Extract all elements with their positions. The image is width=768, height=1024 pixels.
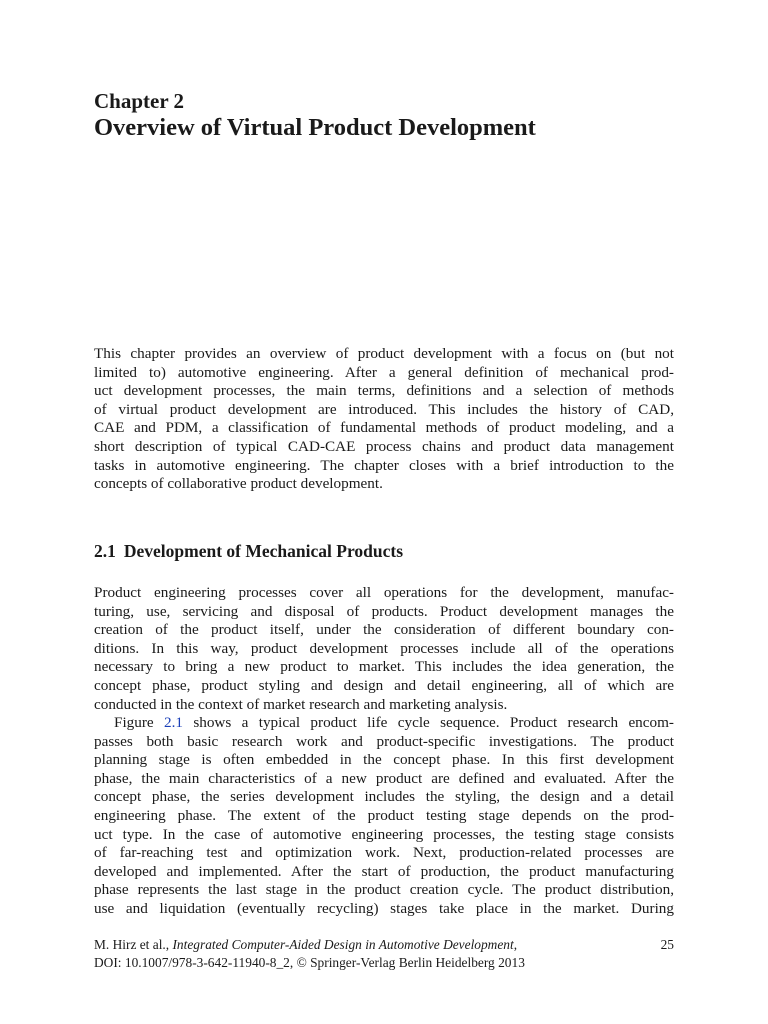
paragraph-line: phase, the main characteristics of a new product are defined and evaluated. After the (94, 769, 674, 787)
abstract-line: tasks in automotive engineering. The chapter closes with a brief introduction to the (94, 456, 674, 474)
abstract-line: concepts of collaborative product development. (94, 475, 383, 493)
paragraph-line: uct type. In the case of automotive engineering processes, the testing stage consists (94, 825, 674, 843)
paragraph-line: phase represents the last stage in the product creation cycle. The product distribution, (94, 881, 674, 899)
footer-comma: , (513, 937, 518, 952)
section-heading (94, 540, 403, 562)
paragraph-line: planning stage is often embedded in the concept phase. In this first development (94, 751, 674, 769)
chapter-label: Chapter 2 (94, 89, 185, 113)
page-number: 25 (660, 937, 674, 952)
footer-doi: DOI: 10.1007/978-3-642-11940-8_2, © Springer-Verlag Berlin Heidelberg 2013 (94, 955, 525, 970)
paragraph-text: Figure (114, 714, 164, 731)
paragraph-line: conducted in the context of market research and marketing analysis. (94, 695, 508, 713)
section-title: Development of Mechanical Products (123, 541, 404, 561)
paragraph-text: shows a typical product life cycle sequence. Product research encom- (182, 714, 674, 731)
paragraph-line: concept phase, the series development includes the styling, the design and a detail (94, 788, 674, 806)
paragraph-line: creation of the product itself, under the consideration of different boundary con- (94, 621, 674, 639)
abstract-line: CAE and PDM, a classification of fundamental methods of product modeling, and a (94, 419, 674, 437)
paragraph-line: turing, use, servicing and disposal of products. Product development manages the (94, 602, 674, 620)
page-footer (94, 936, 674, 972)
footer-book-title: Integrated Computer-Aided Design in Automotive Development (172, 937, 514, 952)
footer-authors: M. Hirz et al., (94, 937, 173, 952)
paragraph-line: concept phase, product styling and design and detail engineering, all of which are (94, 676, 674, 694)
paragraph-line: engineering phase. The extent of the product testing stage depends on the prod- (94, 806, 674, 824)
paragraph-line: ditions. In this way, product development processes include all of the operations (94, 639, 674, 657)
chapter-abstract (94, 345, 674, 494)
footer-doi-row (94, 954, 674, 972)
paragraph-line: passes both basic research work and product-specific investigations. The product (94, 732, 674, 750)
paragraph-line: use and liquidation (eventually recycling) stages take place in the market. During (94, 899, 674, 917)
paragraph-first-line (94, 714, 674, 733)
paragraph-line: of far-reaching test and optimization work. Next, production-related processes are (94, 844, 674, 862)
figure-reference-link[interactable]: 2.1 (164, 714, 183, 731)
body-paragraph-1 (94, 584, 674, 714)
abstract-line: short description of typical CAD-CAE process chains and product data management (94, 437, 674, 455)
chapter-title: Overview of Virtual Product Development (94, 114, 536, 141)
abstract-line: uct development processes, the main terms, definitions and a selection of methods (94, 382, 674, 400)
abstract-line: limited to) automotive engineering. After a general definition of mechanical prod- (94, 363, 674, 381)
abstract-line: of virtual product development are introduced. This includes the history of CAD, (94, 400, 674, 418)
body-paragraph-2 (94, 714, 674, 919)
paragraph-line: Product engineering processes cover all operations for the development, manufac- (94, 584, 674, 601)
abstract-line: This chapter provides an overview of product development with a focus on (but not (94, 345, 674, 362)
footer-citation-row (94, 936, 674, 954)
paragraph-line: developed and implemented. After the start of production, the product manufacturing (94, 862, 674, 880)
paragraph-line: necessary to bring a new product to market. This includes the idea generation, the (94, 658, 674, 676)
footer-citation (94, 936, 517, 954)
section-number: 2.1 (94, 541, 116, 561)
